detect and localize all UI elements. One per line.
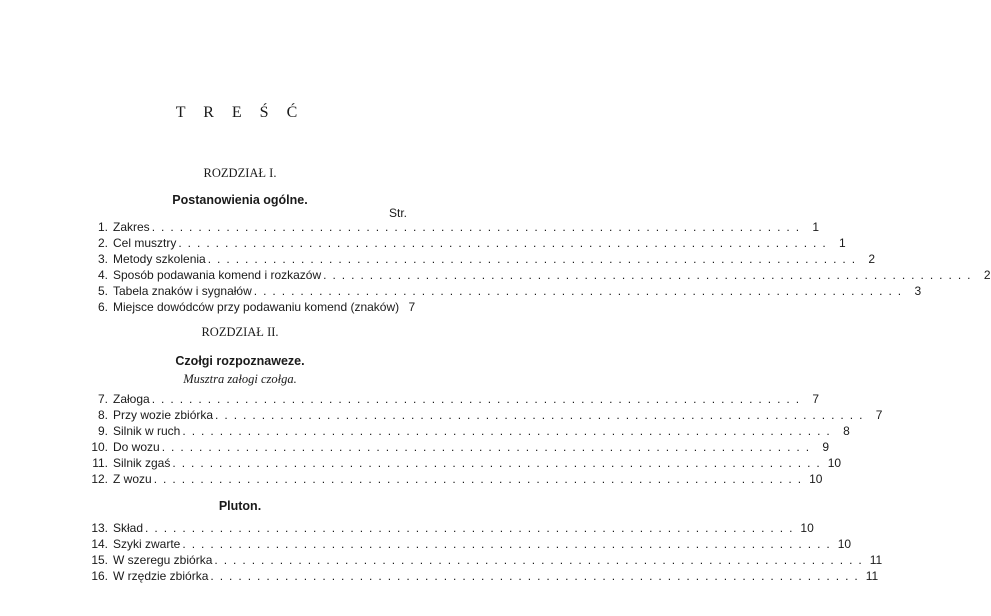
dot-leader: ...................................................................... [151,220,806,234]
entry-number: 8. [97,408,108,422]
toc-entry [78,235,846,251]
dot-leader: ...................................................................... [253,284,908,298]
toc-entry [78,439,830,455]
toc-entry [78,423,850,439]
entry-page: 11 [865,569,879,583]
entry-number: 4. [97,268,108,282]
entry-number: 9. [97,424,108,438]
toc-entry [78,283,922,299]
chapter-2-subsection-title: Musztra załogi czołga. [183,372,297,386]
entry-number: 11. [92,456,108,470]
entry-number: 10. [91,440,108,454]
entry-label: Tabela znaków i sygnałów [113,284,252,298]
dot-leader: ...................................................................... [323,268,977,282]
entry-page: 7 [408,300,416,314]
toc-entry [78,267,991,283]
dot-leader: ...................................................................... [182,537,836,551]
toc-list-chapter-1 [78,219,991,315]
toc-entry [78,552,883,568]
entry-label: Silnik zgaś [113,456,171,470]
dot-leader: ...................................................................... [145,521,799,535]
entry-number: 15. [91,553,108,567]
toc-list-pluton [78,520,883,584]
entry-page: 2 [983,268,991,282]
entry-number: 1. [97,220,108,234]
entry-label: W szeregu zbiórka [113,553,213,567]
entry-number: 2. [97,236,108,250]
toc-entry [78,520,814,536]
entry-page: 7 [875,408,883,422]
entry-label: Silnik w ruch [113,424,181,438]
page-column-header: Str. [388,206,407,220]
entry-number: 5. [97,284,108,298]
toc-list-chapter-2 [78,391,883,487]
entry-label: Sposób podawania komend i rozkazów [113,268,322,282]
entry-label: W rzędzie zbiórka [113,569,209,583]
dot-leader: ...................................................................... [161,440,816,454]
entry-page: 10 [800,521,814,535]
entry-number: 14. [91,537,108,551]
dot-leader: ...................................................................... [151,392,806,406]
entry-label: Skład [113,521,144,535]
dot-leader: ...................................................................... [172,456,826,470]
entry-page: 7 [812,392,820,406]
toc-entry [78,568,879,584]
entry-number: 7. [97,392,108,406]
entry-number: 12. [91,472,108,486]
toc-entry [78,251,876,267]
entry-label: Załoga [113,392,150,406]
dot-leader: ...................................................................... [207,252,862,266]
entry-page: 8 [843,424,850,438]
chapter-1-section-title: Postanowienia ogólne. [172,193,308,207]
entry-page: 10 [809,472,823,486]
entry-number: 3. [97,252,108,266]
chapter-2-heading: ROZDZIAŁ II. [201,325,279,339]
chapter-2-section-title: Czołgi rozpoznaweze. [175,354,305,368]
toc-entry [78,299,416,315]
entry-page: 9 [822,440,830,454]
toc-entry [78,455,842,471]
toc-entry [78,536,852,552]
dot-leader: ...................................................................... [182,424,836,438]
entry-page: 11 [869,553,883,567]
entry-number: 6. [97,300,108,314]
dot-leader: ...................................................................... [214,553,868,567]
entry-label: Przy wozie zbiórka [113,408,214,422]
entry-number: 13. [91,521,108,535]
dot-leader: ...................................................................... [178,236,832,250]
entry-label: Miejsce dowódców przy podawaniu komend (znaków) [113,300,400,314]
dot-leader: ...................................................................... [153,472,808,486]
entry-page: 1 [839,236,846,250]
chapter-1-heading: ROZDZIAŁ I. [203,166,277,180]
toc-entry [78,471,823,487]
entry-label: Szyki zwarte [113,537,181,551]
dot-leader: ...................................................................... [215,408,869,422]
toc-entry [78,407,883,423]
entry-number: 16. [91,569,108,583]
toc-entry [78,219,820,235]
entry-page: 10 [827,456,842,470]
entry-label: Zakres [113,220,150,234]
page-title: T R E Ś Ć [175,104,305,121]
toc-entry [78,391,820,407]
entry-label: Z wozu [113,472,152,486]
entry-page: 2 [868,252,876,266]
entry-label: Metody szkolenia [113,252,206,266]
entry-page: 1 [812,220,820,234]
pluton-section-title: Pluton. [218,499,262,513]
entry-page: 3 [914,284,922,298]
entry-label: Do wozu [113,440,160,454]
dot-leader: ...................................................................... [210,569,864,583]
entry-page: 10 [837,537,852,551]
entry-label: Cel musztry [113,236,177,250]
